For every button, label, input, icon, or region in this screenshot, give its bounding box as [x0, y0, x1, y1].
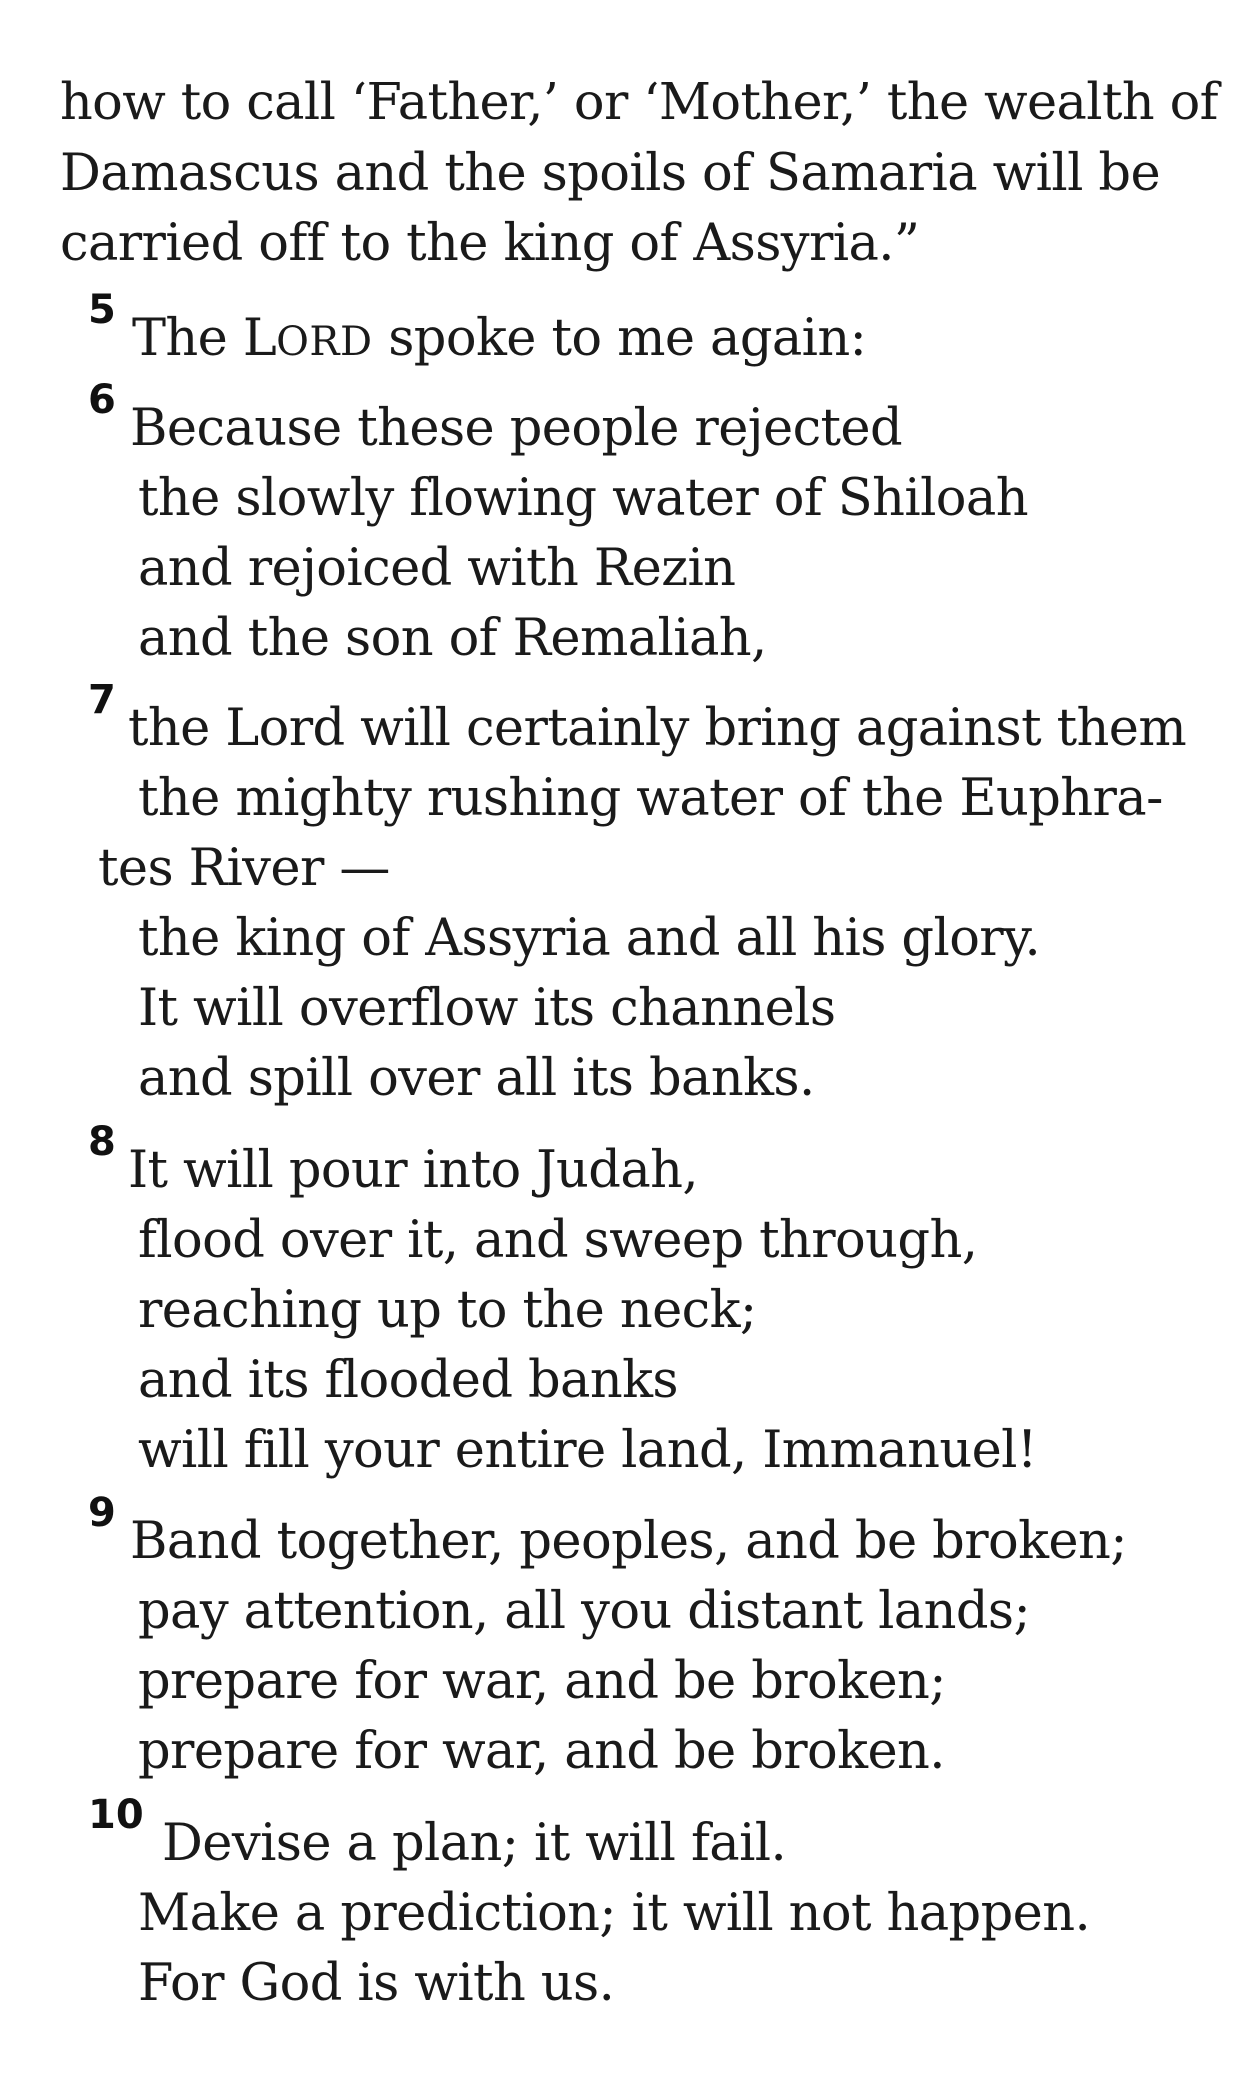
- intro-line-2: Damascus and the spoils of Samaria will be: [60, 144, 1161, 203]
- verse-10-line-1: Devise a plan; it will fail.: [162, 1814, 787, 1873]
- verse-5-after: spoke to me again:: [372, 309, 867, 368]
- verse-9-line-1: Band together, peoples, and be broken;: [130, 1512, 1127, 1571]
- verse-7-line-2: the mighty rushing water of the Euphra-: [138, 769, 1163, 828]
- verse-5-line: [132, 309, 867, 368]
- verse-number-9: 9: [88, 1490, 116, 1536]
- verse-number-7: 7: [88, 677, 116, 723]
- verse-9-line-4: prepare for war, and be broken.: [138, 1722, 945, 1781]
- verse-number-8: 8: [88, 1119, 116, 1165]
- verse-6-line-3: and rejoiced with Rezin: [138, 539, 736, 598]
- verse-5-before: The: [132, 309, 243, 368]
- verse-number-10: 10: [88, 1792, 144, 1838]
- verse-7-line-4: the king of Assyria and all his glory.: [138, 909, 1041, 968]
- verse-8-line-3: reaching up to the neck;: [138, 1281, 757, 1340]
- verse-9-line-3: prepare for war, and be broken;: [138, 1652, 946, 1711]
- verse-7-line-6: and spill over all its banks.: [138, 1049, 815, 1108]
- verse-10-line-2: Make a prediction; it will not happen.: [138, 1884, 1091, 1943]
- verse-7-line-5: It will overflow its channels: [138, 979, 836, 1038]
- lord-initial: L: [242, 309, 277, 368]
- verse-9-line-2: pay attention, all you distant lands;: [138, 1582, 1031, 1641]
- verse-6-line-2: the slowly flowing water of Shiloah: [138, 469, 1028, 528]
- verse-8-line-4: and its flooded banks: [138, 1351, 678, 1410]
- intro-line-1: how to call ‘Father,’ or ‘Mother,’ the wealth of: [60, 73, 1218, 132]
- verse-number-6: 6: [88, 377, 116, 423]
- verse-10-line-3: For God is with us.: [138, 1954, 615, 2013]
- verse-7-line-1: the Lord will certainly bring against them: [128, 699, 1187, 758]
- lord-small-caps: ORD: [276, 319, 373, 365]
- verse-8-line-1: It will pour into Judah,: [128, 1141, 699, 1200]
- intro-line-3: carried off to the king of Assyria.”: [60, 214, 920, 273]
- verse-6-line-4: and the son of Remaliah,: [138, 609, 767, 668]
- verse-8-line-5: will fill your entire land, Immanuel!: [138, 1421, 1037, 1480]
- verse-number-5: 5: [88, 287, 116, 333]
- verse-6-line-1: Because these people rejected: [130, 399, 903, 458]
- verse-8-line-2: flood over it, and sweep through,: [138, 1211, 978, 1270]
- verse-7-line-3: tes River —: [98, 839, 390, 898]
